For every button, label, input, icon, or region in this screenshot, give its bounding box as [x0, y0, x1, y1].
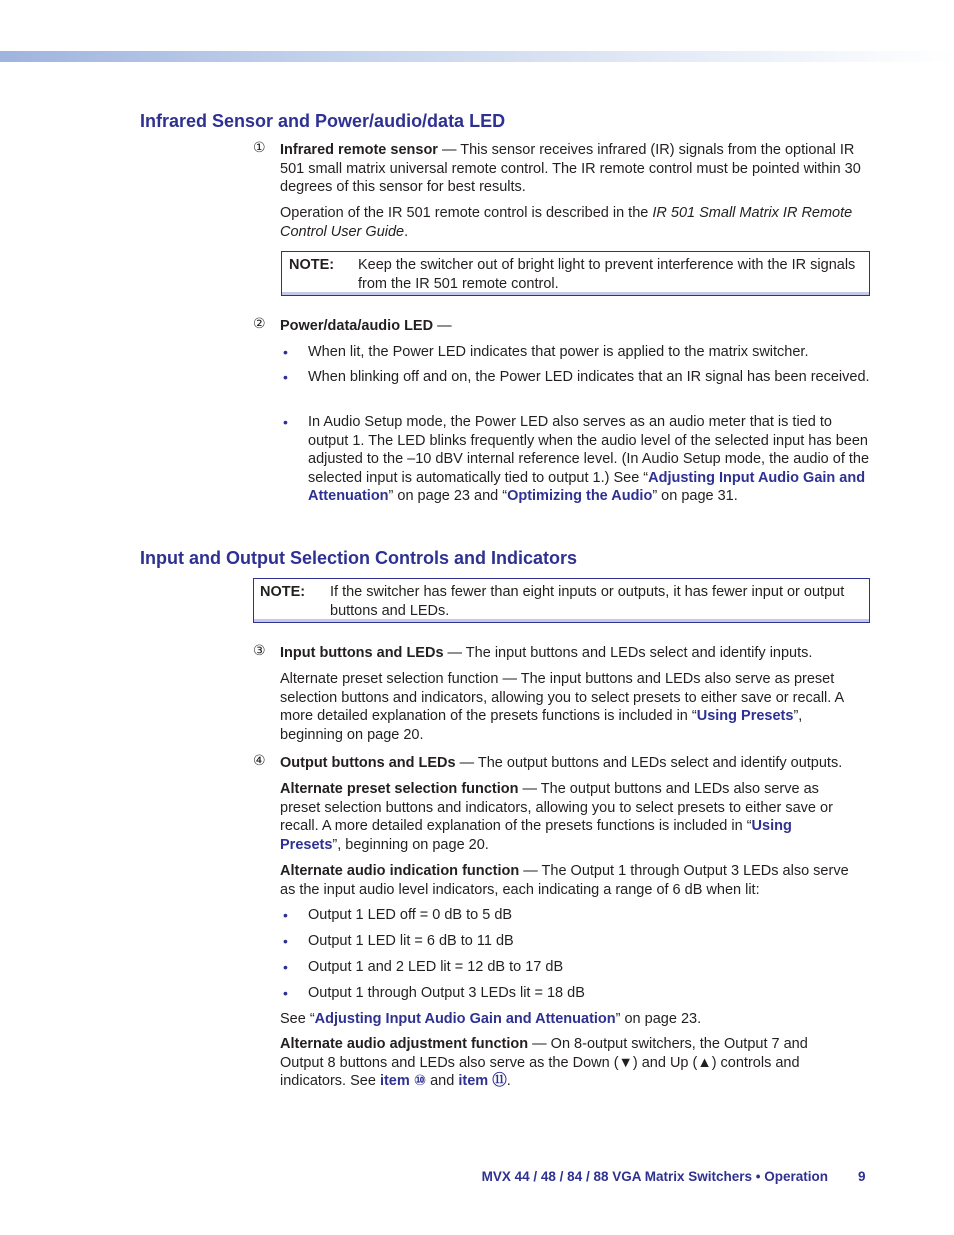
- link-using-presets[interactable]: Using Presets: [696, 708, 794, 725]
- callout-2-icon: ②: [253, 315, 266, 331]
- term-output-buttons: Output buttons and LEDs: [280, 755, 456, 771]
- paragraph-output-preset: [280, 780, 845, 854]
- term-input-buttons: Input buttons and LEDs: [280, 645, 444, 661]
- note-box-ir: [281, 251, 870, 296]
- text: and: [426, 1073, 459, 1090]
- header-gradient-bar: [0, 51, 954, 62]
- list-item: When lit, the Power LED indicates that power is applied to the matrix switcher.: [308, 344, 809, 360]
- bullet-icon: •: [283, 959, 288, 975]
- paragraph-see-adjusting: [280, 1010, 872, 1029]
- list-item-audio-setup: [308, 413, 874, 506]
- bullet-icon: •: [283, 907, 288, 923]
- link-using-presets[interactable]: Using Presets: [280, 818, 792, 853]
- paragraph-input-buttons: [280, 644, 872, 663]
- link-optimizing-the-audio[interactable]: Optimizing the Audio: [507, 488, 653, 505]
- paragraph-input-preset: [280, 670, 858, 744]
- text: ”, beginning on page 20.: [332, 836, 489, 853]
- link-adjusting-input-audio-gain[interactable]: Adjusting Input Audio Gain and Attenuation: [308, 469, 866, 505]
- text: — The Output 1 through Output 3 LEDs also serve as the input audio level indicators, each indicating a range of 6 dB when lit:: [280, 863, 849, 898]
- note-box-fewer-inputs: [253, 578, 870, 623]
- guide-title: IR 501 Small Matrix IR Remote Control User Guide: [280, 205, 853, 240]
- text-ir-operation: Operation of the IR 501 remote control is described in the: [280, 205, 653, 221]
- text: .: [506, 1073, 511, 1090]
- text: ” on page 23.: [615, 1011, 702, 1027]
- text: — On 8-output switchers, the Output 7 and Output 8 buttons and LEDs also serve as the Down (▼) and Up (▲) controls and indicators. See: [280, 1036, 808, 1090]
- bullet-icon: •: [283, 933, 288, 949]
- paragraph-audio-indication: [280, 862, 855, 899]
- callout-3-icon: ③: [253, 642, 266, 658]
- callout-1-icon: ①: [253, 139, 266, 155]
- paragraph-ir-operation: [280, 204, 872, 241]
- link-item-10[interactable]: item: [379, 1073, 410, 1090]
- desc-output-buttons: — The output buttons and LEDs select and identify outputs.: [455, 755, 843, 771]
- text: ” on page 31.: [652, 488, 738, 505]
- text: ”, beginning on page 20.: [280, 708, 803, 743]
- desc-infrared-remote-sensor: — This sensor receives infrared (IR) signals from the optional IR 501 small matrix universal remote control. The IR remote control must be pointed within 30 degrees of this sensor for best results.: [280, 142, 861, 196]
- note-label: NOTE:: [289, 257, 335, 273]
- note-label: NOTE:: [260, 584, 306, 600]
- bullet-icon: •: [283, 985, 288, 1001]
- paragraph-audio-adjustment: [280, 1035, 845, 1091]
- footer-title: MVX 44 / 48 / 84 / 88 VGA Matrix Switchers • Operation: [481, 1169, 828, 1184]
- text: In Audio Setup mode, the Power LED also serves as an audio meter that is tied to output 1. The LED blinks frequently when the audio level of the selected input has been adjusted to the –10 dBV internal reference level. (In Audio Setup mode, the audio of the selected input is automatically tied to output 1.) See “: [308, 414, 870, 486]
- bullet-icon: •: [283, 369, 288, 385]
- term-alternate-preset: Alternate preset selection function: [280, 781, 519, 797]
- text: ” on page 23 and “: [388, 488, 508, 505]
- link-adjusting-input-audio-gain[interactable]: Adjusting Input Audio Gain and Attenuation: [314, 1011, 616, 1027]
- bullet-icon: •: [283, 344, 288, 360]
- note-text: If the switcher has fewer than eight inputs or outputs, it has fewer input or output buttons and LEDs.: [330, 584, 845, 619]
- desc-input-buttons: — The input buttons and LEDs select and identify inputs.: [443, 645, 813, 661]
- callout-4-icon: ④: [253, 752, 266, 768]
- text: — The output buttons and LEDs also serve as preset selection buttons and indicators, allowing you to select presets to either save or recall. A more detailed explanation of the presets functions is included in “: [280, 781, 833, 835]
- section-heading-input-output: Input and Output Selection Controls and Indicators: [140, 548, 578, 568]
- text: Alternate preset selection function — The input buttons and LEDs also serve as preset selection buttons and indicators, allowing you to select presets to either save or recall. A more detailed explanation of the presets functions is included in “: [280, 671, 844, 725]
- section-heading-infrared: Infrared Sensor and Power/audio/data LED: [140, 111, 506, 131]
- list-item: When blinking off and on, the Power LED indicates that an IR signal has been received.: [308, 369, 870, 385]
- list-item: Output 1 and 2 LED lit = 12 dB to 17 dB: [308, 959, 564, 975]
- paragraph-infrared-sensor: [280, 141, 872, 197]
- list-item: Output 1 LED off = 0 dB to 5 dB: [308, 907, 513, 923]
- callout-10-icon: ⑩: [413, 1073, 427, 1090]
- term-power-data-audio-led: Power/data/audio LED: [280, 318, 434, 334]
- bullet-icon: •: [283, 414, 288, 430]
- page-number: 9: [858, 1169, 866, 1184]
- paragraph-power-led: [280, 317, 872, 336]
- text: See “: [280, 1011, 315, 1027]
- dash: —: [433, 318, 452, 334]
- callout-11-icon: ⑪: [492, 1073, 507, 1090]
- list-item: Output 1 through Output 3 LEDs lit = 18 dB: [308, 985, 585, 1001]
- term-alternate-audio-indication: Alternate audio indication function: [280, 863, 520, 879]
- list-item: Output 1 LED lit = 6 dB to 11 dB: [308, 933, 514, 949]
- note-text: Keep the switcher out of bright light to prevent interference with the IR signals from the IR 501 remote control.: [358, 257, 856, 292]
- paragraph-output-buttons: [280, 754, 880, 773]
- term-alternate-audio-adjustment: Alternate audio adjustment function: [280, 1036, 529, 1052]
- text-period: .: [404, 223, 409, 240]
- term-infrared-remote-sensor: Infrared remote sensor: [280, 142, 438, 158]
- link-item-11[interactable]: item: [458, 1073, 489, 1090]
